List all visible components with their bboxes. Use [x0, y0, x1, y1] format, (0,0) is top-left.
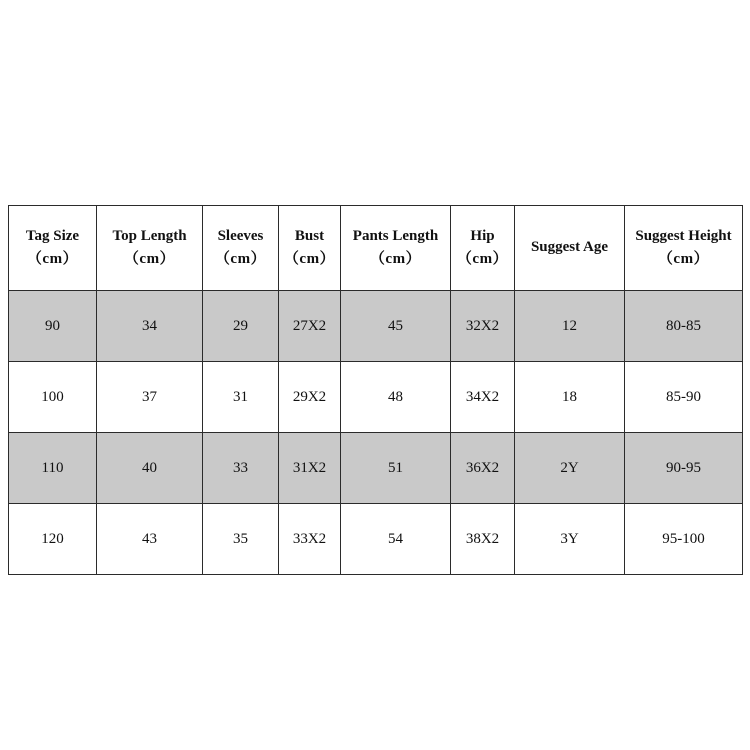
- column-header-label: Suggest Age: [530, 239, 609, 256]
- size-table-container: [8, 205, 742, 575]
- column-header-label: Hip: [470, 227, 495, 244]
- column-header-suggest-age: [515, 206, 625, 291]
- column-header-label: Pants Length: [352, 227, 439, 244]
- table-row: [9, 362, 743, 433]
- table-header: [9, 206, 743, 291]
- cell-suggest-age: 2Y: [515, 433, 625, 504]
- cell-hip: 34X2: [451, 362, 515, 433]
- column-header-unit: （cm）: [456, 251, 509, 267]
- cell-hip: 36X2: [451, 433, 515, 504]
- column-header-sleeves: [203, 206, 279, 291]
- cell-hip: 32X2: [451, 291, 515, 362]
- column-header-label: Bust: [294, 227, 325, 244]
- cell-bust: 31X2: [279, 433, 341, 504]
- column-header-label: Suggest Height: [635, 227, 732, 244]
- column-header-unit: （cm）: [369, 251, 422, 267]
- column-header-label: Sleeves: [217, 227, 264, 244]
- cell-suggest-height: 80-85: [625, 291, 743, 362]
- cell-suggest-age: 3Y: [515, 504, 625, 575]
- column-header-hip: [451, 206, 515, 291]
- cell-suggest-age: 12: [515, 291, 625, 362]
- table-row: [9, 291, 743, 362]
- column-header-tag-size: [9, 206, 97, 291]
- cell-suggest-height: 85-90: [625, 362, 743, 433]
- cell-top-length: 34: [97, 291, 203, 362]
- column-header-unit: （cm）: [123, 251, 176, 267]
- cell-suggest-age: 18: [515, 362, 625, 433]
- column-header-label: Top Length: [112, 227, 187, 244]
- column-header-unit: （cm）: [657, 251, 710, 267]
- cell-bust: 33X2: [279, 504, 341, 575]
- cell-tag-size: 100: [9, 362, 97, 433]
- cell-sleeves: 31: [203, 362, 279, 433]
- column-header-pants-length: [341, 206, 451, 291]
- header-row: [9, 206, 743, 291]
- cell-tag-size: 120: [9, 504, 97, 575]
- table-body: [9, 291, 743, 575]
- column-header-unit: （cm）: [26, 251, 79, 267]
- cell-tag-size: 110: [9, 433, 97, 504]
- cell-pants-length: 48: [341, 362, 451, 433]
- cell-bust: 29X2: [279, 362, 341, 433]
- cell-suggest-height: 95-100: [625, 504, 743, 575]
- size-table: [8, 205, 743, 575]
- cell-top-length: 43: [97, 504, 203, 575]
- table-row: [9, 433, 743, 504]
- cell-pants-length: 51: [341, 433, 451, 504]
- cell-sleeves: 33: [203, 433, 279, 504]
- column-header-top-length: [97, 206, 203, 291]
- cell-top-length: 40: [97, 433, 203, 504]
- cell-suggest-height: 90-95: [625, 433, 743, 504]
- cell-tag-size: 90: [9, 291, 97, 362]
- cell-hip: 38X2: [451, 504, 515, 575]
- cell-pants-length: 54: [341, 504, 451, 575]
- cell-bust: 27X2: [279, 291, 341, 362]
- column-header-suggest-height: [625, 206, 743, 291]
- table-row: [9, 504, 743, 575]
- column-header-unit: （cm）: [214, 251, 267, 267]
- column-header-unit: （cm）: [283, 251, 336, 267]
- column-header-bust: [279, 206, 341, 291]
- cell-sleeves: 29: [203, 291, 279, 362]
- cell-top-length: 37: [97, 362, 203, 433]
- cell-sleeves: 35: [203, 504, 279, 575]
- column-header-label: Tag Size: [25, 227, 80, 244]
- cell-pants-length: 45: [341, 291, 451, 362]
